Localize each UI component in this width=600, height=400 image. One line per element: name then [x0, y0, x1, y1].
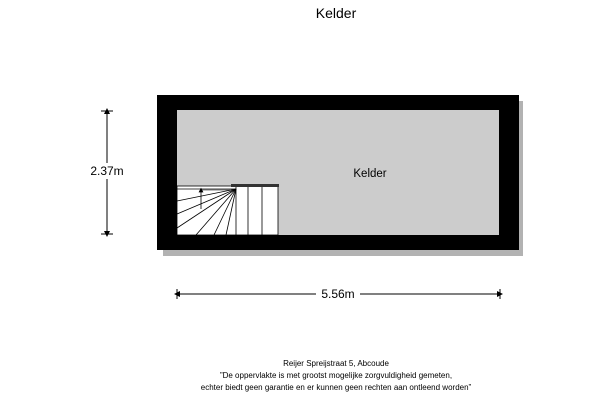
footer-address: Reijer Spreijstraat 5, Abcoude	[283, 359, 389, 368]
stair-landing	[231, 184, 279, 187]
width-dimension	[177, 286, 500, 302]
floor-plan-title: Kelder	[315, 5, 357, 21]
footer	[0, 358, 600, 394]
room-label: Kelder	[353, 168, 387, 180]
width-dimension-label: 5.56m	[321, 287, 355, 301]
footer-disclaimer-line2: echter biedt geen garantie en er kunnen geen rechten aan ontleend worden”	[200, 383, 472, 392]
footer-disclaimer-line1: ”De oppervlakte is met grootst mogelijke zorgvuldigheid gemeten,	[219, 371, 453, 380]
height-dimension	[86, 111, 128, 234]
height-dimension-label: 2.37m	[90, 164, 124, 178]
staircase	[177, 184, 279, 235]
